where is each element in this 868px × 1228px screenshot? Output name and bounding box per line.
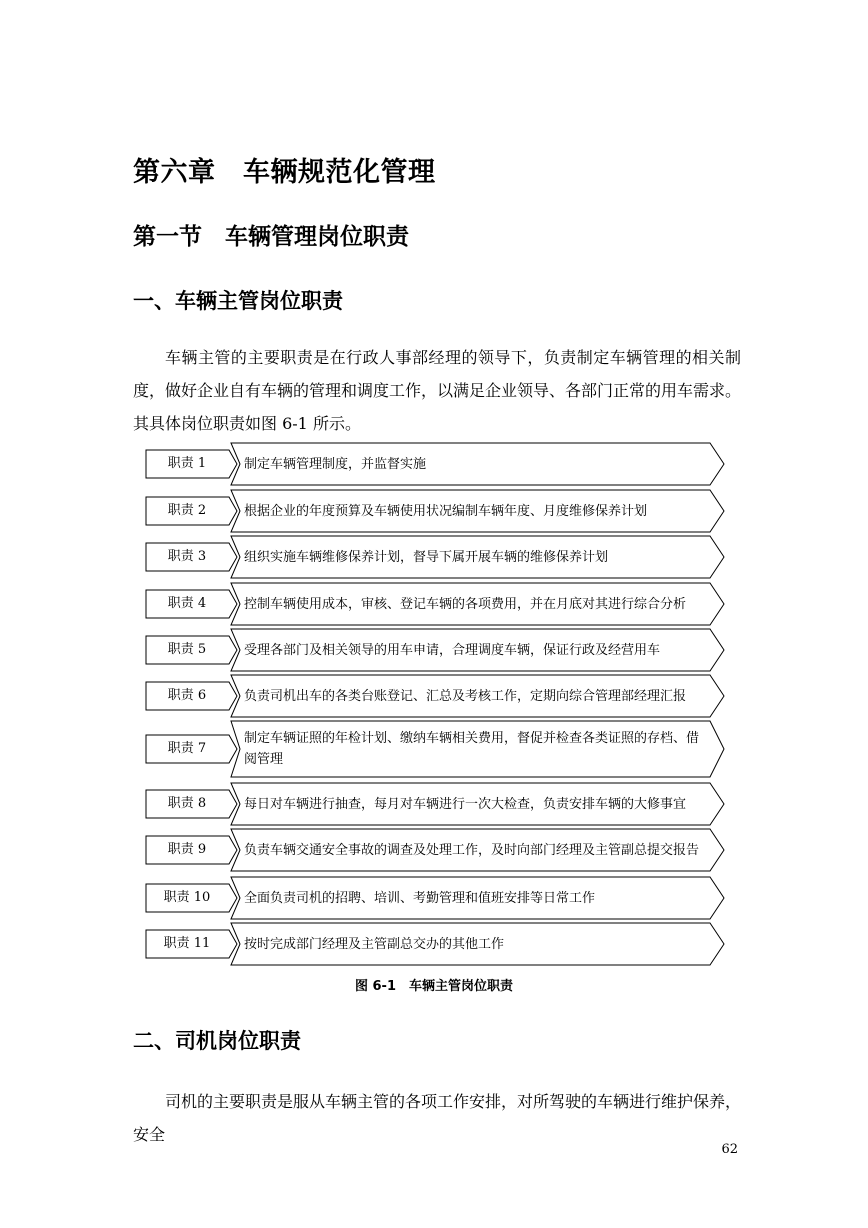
duty-row — [145, 828, 725, 872]
duty-row — [145, 674, 725, 718]
duty-label: 职责 2 — [167, 503, 207, 518]
duty-row — [145, 922, 725, 966]
duty-label-box — [145, 681, 238, 711]
duty-description: 按时完成部门经理及主管副总交办的其他工作 — [244, 936, 505, 952]
duty-description-box — [230, 442, 725, 486]
duty-label: 职责 8 — [167, 796, 207, 811]
duty-label: 职责 1 — [167, 456, 207, 471]
duty-description-box — [230, 674, 725, 718]
chapter-title: 第六章 车辆规范化管理 — [133, 157, 436, 188]
duty-description-box — [230, 489, 725, 533]
duty-label-box — [145, 929, 238, 959]
duty-row — [145, 582, 725, 626]
duty-label: 职责 6 — [167, 688, 207, 703]
duty-description: 制定车辆证照的年检计划、缴纳车辆相关费用，督促并检查各类证照的存档、借阅管理 — [244, 731, 700, 767]
duty-label: 职责 7 — [167, 741, 207, 756]
duty-label: 职责 10 — [163, 890, 211, 905]
duty-description-box — [230, 922, 725, 966]
duty-description-box — [230, 628, 725, 672]
duty-description-box — [230, 582, 725, 626]
duty-row — [145, 876, 725, 920]
duty-description: 组织实施车辆维修保养计划，督导下属开展车辆的维修保养计划 — [244, 549, 609, 565]
duty-row — [145, 628, 725, 672]
duty-description: 根据企业的年度预算及车辆使用状况编制车辆年度、月度维修保养计划 — [244, 503, 648, 519]
duty-description: 控制车辆使用成本，审核、登记车辆的各项费用，并在月底对其进行综合分析 — [244, 596, 687, 612]
duty-description: 每日对车辆进行抽查，每月对车辆进行一次大检查，负责安排车辆的大修事宜 — [244, 796, 687, 812]
duty-description-box — [230, 535, 725, 579]
duty-description-box — [230, 828, 725, 872]
duty-description-box — [230, 720, 725, 778]
intro-paragraph: 车辆主管的主要职责是在行政人事部经理的领导下，负责制定车辆管理的相关制度，做好企业自有车辆的管理和调度工作，以满足企业领导、各部门正常的用车需求。其具体岗位职责如图 6-1 所示。 — [133, 348, 742, 433]
duty-description: 负责司机出车的各类台账登记、汇总及考核工作，定期向综合管理部经理汇报 — [244, 688, 687, 704]
duty-description: 负责车辆交通安全事故的调查及处理工作，及时向部门经理及主管副总提交报告 — [244, 842, 700, 858]
driver-paragraph: 司机的主要职责是服从车辆主管的各项工作安排，对所驾驶的车辆进行维护保养，安全 — [133, 1092, 742, 1144]
duty-row — [145, 720, 725, 778]
duty-label-box — [145, 496, 238, 526]
duty-description-box — [230, 876, 725, 920]
duty-label: 职责 4 — [167, 596, 207, 611]
duty-label: 职责 3 — [167, 549, 207, 564]
duty-description: 制定车辆管理制度，并监督实施 — [244, 456, 427, 472]
duty-description-box — [230, 782, 725, 826]
page-number: 62 — [721, 1142, 738, 1157]
duty-label: 职责 9 — [167, 842, 207, 857]
duty-row — [145, 489, 725, 533]
duty-label-box — [145, 789, 238, 819]
duty-label-box — [145, 542, 238, 572]
duty-label-box — [145, 635, 238, 665]
section-title: 第一节 车辆管理岗位职责 — [133, 223, 409, 250]
duty-row — [145, 535, 725, 579]
duty-label-box — [145, 589, 238, 619]
duty-label-box — [145, 449, 238, 479]
duty-row — [145, 782, 725, 826]
duty-label-box — [145, 883, 238, 913]
duty-label-box — [145, 835, 238, 865]
duty-label: 职责 5 — [167, 642, 207, 657]
duty-description: 受理各部门及相关领导的用车申请，合理调度车辆，保证行政及经营用车 — [244, 642, 661, 658]
duty-label: 职责 11 — [163, 936, 211, 951]
figure-caption: 图 6-1 车辆主管岗位职责 — [354, 979, 513, 994]
duty-label-box — [145, 734, 238, 764]
subsection-title-supervisor: 一、车辆主管岗位职责 — [133, 288, 343, 313]
duty-description: 全面负责司机的招聘、培训、考勤管理和值班安排等日常工作 — [244, 890, 596, 906]
subsection-title-driver: 二、司机岗位职责 — [133, 1028, 301, 1053]
duty-row — [145, 442, 725, 486]
